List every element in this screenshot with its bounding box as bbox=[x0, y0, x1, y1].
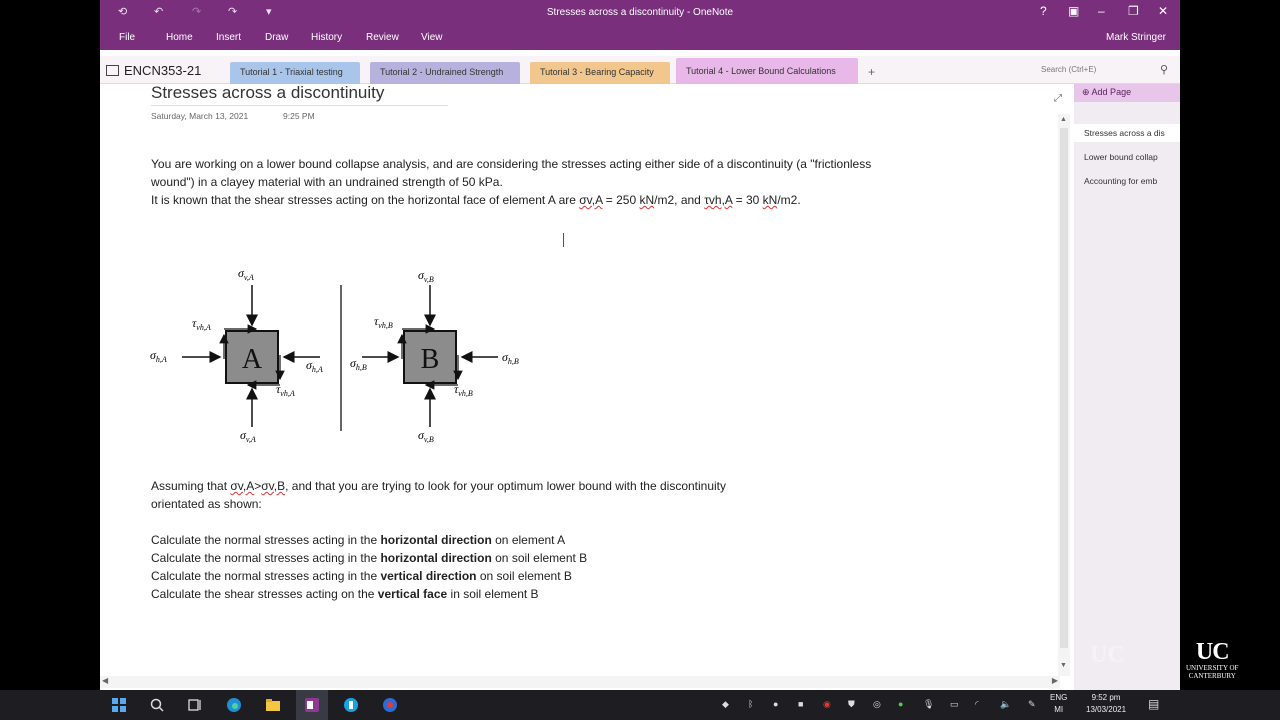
text-run: , and that you are trying to look for your optimum lower bound with the discontinuity bbox=[285, 479, 727, 493]
assumption-line-1[interactable] bbox=[151, 479, 726, 493]
tau-vhb-top-label: $\tau_{vh,B}$ bbox=[374, 314, 393, 330]
bold-text: horizontal direction bbox=[380, 533, 492, 547]
wifi-icon[interactable]: ◜ bbox=[975, 699, 979, 709]
undo-icon[interactable]: ↶ bbox=[154, 6, 164, 18]
page-time: 9:25 PM bbox=[283, 111, 315, 121]
bold-text: vertical face bbox=[377, 587, 448, 601]
question-1[interactable] bbox=[151, 533, 565, 547]
section-tab-3[interactable]: Tutorial 3 - Bearing Capacity bbox=[530, 62, 670, 84]
skype-icon[interactable] bbox=[343, 697, 359, 713]
expand-icon[interactable]: ⤢ bbox=[1054, 93, 1062, 104]
text-run: > bbox=[254, 479, 262, 493]
sigma-vb-bottom-label: $\sigma_{v,B}$ bbox=[418, 428, 434, 444]
text-run: on soil element B bbox=[491, 551, 588, 565]
redo-disabled-icon: ↷ bbox=[192, 6, 202, 18]
add-page-button[interactable] bbox=[1074, 84, 1180, 102]
tab-view[interactable]: View bbox=[421, 32, 443, 43]
ribbon-tabs bbox=[100, 26, 1180, 50]
stress-diagram[interactable] bbox=[140, 255, 560, 455]
screen-recorder-icon[interactable] bbox=[382, 697, 398, 713]
notebook-selector[interactable] bbox=[106, 63, 201, 78]
security-tray-icon[interactable]: ⛊ bbox=[848, 699, 855, 709]
customize-toolbar-icon[interactable]: ▾ bbox=[266, 6, 272, 18]
window-title: Stresses across a discontinuity - OneNote bbox=[546, 7, 734, 18]
text-run: Calculate the shear stresses acting on the bbox=[151, 587, 378, 601]
app-tray-icon[interactable]: ◎ bbox=[873, 699, 881, 709]
search-icon[interactable] bbox=[149, 697, 165, 713]
scroll-left-icon[interactable]: ◀ bbox=[102, 676, 109, 685]
sigma-va-top-label: $\sigma_{v,A}$ bbox=[238, 266, 254, 282]
sigma-va-bottom-label: $\sigma_{v,A}$ bbox=[240, 428, 256, 444]
file-explorer-icon[interactable] bbox=[265, 697, 281, 713]
network-app-tray-icon[interactable]: ● bbox=[898, 699, 904, 709]
intro-line-1[interactable]: You are working on a lower bound collapse analysis, and are considering the stresses acting either side of a discontinuity (a "frictionless bbox=[151, 157, 872, 171]
sigma-ha-right-label: $\sigma_{h,A}$ bbox=[306, 358, 323, 374]
text-run: in soil element B bbox=[447, 587, 539, 601]
title-bar bbox=[100, 0, 1180, 26]
bluetooth-icon[interactable]: ᛒ bbox=[748, 699, 754, 709]
notifications-icon[interactable]: ▤ bbox=[1148, 697, 1160, 711]
text-run: = 30 bbox=[732, 193, 763, 207]
windows-start-icon[interactable] bbox=[111, 697, 127, 713]
onenote-taskbar-button[interactable] bbox=[296, 690, 328, 720]
help-icon[interactable]: ? bbox=[1040, 4, 1047, 18]
page-item-2[interactable]: Lower bound collap bbox=[1084, 152, 1158, 162]
tau-vhb-bottom-label: $\tau_{vh,B}$ bbox=[454, 382, 473, 398]
tab-draw[interactable]: Draw bbox=[265, 32, 289, 43]
task-view-icon[interactable] bbox=[187, 697, 203, 713]
uc-logo-line-1: UNIVERSITY OF bbox=[1186, 664, 1239, 672]
sigma-va-symbol: σv,A bbox=[230, 479, 255, 493]
unit-text: kN bbox=[762, 193, 778, 207]
notebook-icon bbox=[106, 65, 119, 76]
back-icon[interactable]: ⟲ bbox=[118, 6, 128, 18]
scroll-down-icon[interactable]: ▼ bbox=[1060, 662, 1067, 669]
add-page-label: Add Page bbox=[1091, 87, 1132, 97]
edge-browser-icon[interactable] bbox=[226, 697, 242, 713]
text-run: /m2. bbox=[777, 193, 801, 207]
text-run: Calculate the normal stresses acting in the bbox=[151, 551, 381, 565]
page-list-panel bbox=[1074, 84, 1180, 690]
tab-history[interactable]: History bbox=[311, 32, 343, 43]
sigma-vb-symbol: σv,B bbox=[261, 479, 286, 493]
pen-icon[interactable]: ✎ bbox=[1028, 699, 1036, 709]
taskbar bbox=[0, 690, 1280, 720]
restore-icon[interactable]: ❐ bbox=[1128, 4, 1139, 18]
microphone-icon[interactable]: 🎙 bbox=[923, 699, 935, 709]
plus-icon: ⊕ bbox=[1082, 87, 1092, 97]
minimize-icon[interactable]: – bbox=[1098, 4, 1105, 18]
assumption-line-2[interactable]: orientated as shown: bbox=[151, 497, 262, 511]
scroll-right-icon[interactable]: ▶ bbox=[1051, 676, 1058, 685]
tab-review[interactable]: Review bbox=[366, 32, 399, 43]
keyboard-code: MI bbox=[1054, 705, 1064, 714]
text-run: Calculate the normal stresses acting in the bbox=[151, 533, 381, 547]
uc-logo bbox=[1186, 640, 1238, 680]
vertical-scrollbar[interactable] bbox=[1058, 114, 1070, 676]
search-icon[interactable]: ⚲ bbox=[1159, 64, 1168, 76]
horizontal-scrollbar[interactable] bbox=[100, 676, 1060, 688]
intro-line-3[interactable] bbox=[151, 193, 801, 207]
scroll-thumb[interactable] bbox=[1060, 128, 1068, 648]
uc-logo-ghost: UC bbox=[1090, 642, 1125, 668]
battery-icon[interactable]: ▭ bbox=[950, 699, 959, 709]
volume-icon[interactable]: 🔈 bbox=[1000, 699, 1012, 709]
element-b-label: B bbox=[420, 344, 440, 375]
intro-line-2[interactable]: wound") in a clayey material with an undrained strength of 50 kPa. bbox=[151, 175, 503, 189]
uc-logo-mark: UC bbox=[1195, 639, 1229, 665]
sigma-vb-top-label: $\sigma_{v,B}$ bbox=[418, 268, 434, 284]
bold-text: vertical direction bbox=[380, 569, 477, 583]
section-tab-1[interactable]: Tutorial 1 - Triaxial testing bbox=[230, 62, 360, 84]
tab-file[interactable]: File bbox=[119, 32, 136, 43]
sigma-hb-left-label: $\sigma_{h,B}$ bbox=[350, 356, 367, 372]
element-a-label: A bbox=[241, 344, 263, 375]
close-icon[interactable]: ✕ bbox=[1158, 4, 1169, 18]
fullpage-view-icon[interactable]: ▣ bbox=[1068, 4, 1080, 18]
text-cursor bbox=[563, 233, 564, 247]
question-2[interactable] bbox=[151, 551, 587, 565]
question-3[interactable] bbox=[151, 569, 572, 583]
page-date: Saturday, March 13, 2021 bbox=[151, 111, 249, 121]
add-section-button[interactable]: + bbox=[868, 65, 876, 79]
text-run: = 250 bbox=[602, 193, 640, 207]
text-run: on soil element B bbox=[476, 569, 572, 583]
page-item-3[interactable]: Accounting for emb bbox=[1084, 176, 1158, 186]
tab-insert[interactable]: Insert bbox=[216, 32, 242, 43]
section-tab-4[interactable]: Tutorial 4 - Lower Bound Calculations bbox=[676, 58, 858, 84]
tau-vha-top-label: $\tau_{vh,A}$ bbox=[192, 316, 211, 332]
question-4[interactable] bbox=[151, 587, 539, 601]
record-tray-icon[interactable]: ◉ bbox=[823, 699, 831, 709]
sigma-hb-right-label: $\sigma_{h,B}$ bbox=[502, 350, 519, 366]
section-bar bbox=[100, 56, 1180, 84]
language-code: ENG bbox=[1050, 693, 1068, 702]
onenote-icon bbox=[304, 697, 320, 713]
sigma-ha-left-label: $\sigma_{h,A}$ bbox=[150, 348, 167, 364]
sigma-va-symbol: σv,A bbox=[579, 193, 603, 207]
page-item-1[interactable]: Stresses across a dis bbox=[1074, 124, 1180, 142]
unit-text: kN bbox=[639, 193, 655, 207]
clock-time: 9:52 pm bbox=[1091, 693, 1121, 702]
text-run: Calculate the normal stresses acting in the bbox=[151, 569, 381, 583]
tau-vha-bottom-label: $\tau_{vh,A}$ bbox=[276, 382, 295, 398]
text-run: Assuming that bbox=[151, 479, 231, 493]
text-run: /m2, and bbox=[654, 193, 705, 207]
text-run: It is known that the shear stresses acting on the horizontal face of element A are bbox=[151, 193, 580, 207]
taskbar-clock[interactable] bbox=[1086, 692, 1126, 716]
section-tab-2[interactable]: Tutorial 2 - Undrained Strength bbox=[370, 62, 520, 84]
redo-icon[interactable]: ↷ bbox=[228, 6, 238, 18]
onenote-window bbox=[100, 0, 1180, 690]
clock-date: 13/03/2021 bbox=[1086, 705, 1127, 714]
tau-vha-symbol: τvh,A bbox=[704, 193, 733, 207]
tray-app-icon[interactable]: ◆ bbox=[722, 699, 729, 709]
skype-tray-icon[interactable]: ● bbox=[773, 699, 779, 709]
uc-logo-line-2: CANTERBURY bbox=[1188, 672, 1236, 680]
text-run: on element A bbox=[491, 533, 566, 547]
tab-home[interactable]: Home bbox=[166, 32, 193, 43]
page-title[interactable]: Stresses across a discontinuity bbox=[151, 83, 448, 106]
bold-text: horizontal direction bbox=[380, 551, 492, 565]
notebook-name: ENCN353-21 bbox=[124, 63, 202, 78]
scroll-up-icon[interactable]: ▲ bbox=[1060, 116, 1067, 123]
search-input[interactable] bbox=[1038, 63, 1172, 79]
onenote-tray-icon[interactable]: ■ bbox=[798, 699, 804, 709]
search-placeholder: Search (Ctrl+E) bbox=[1041, 65, 1097, 74]
language-indicator[interactable] bbox=[1050, 692, 1067, 716]
user-name[interactable]: Mark Stringer bbox=[1105, 32, 1166, 43]
